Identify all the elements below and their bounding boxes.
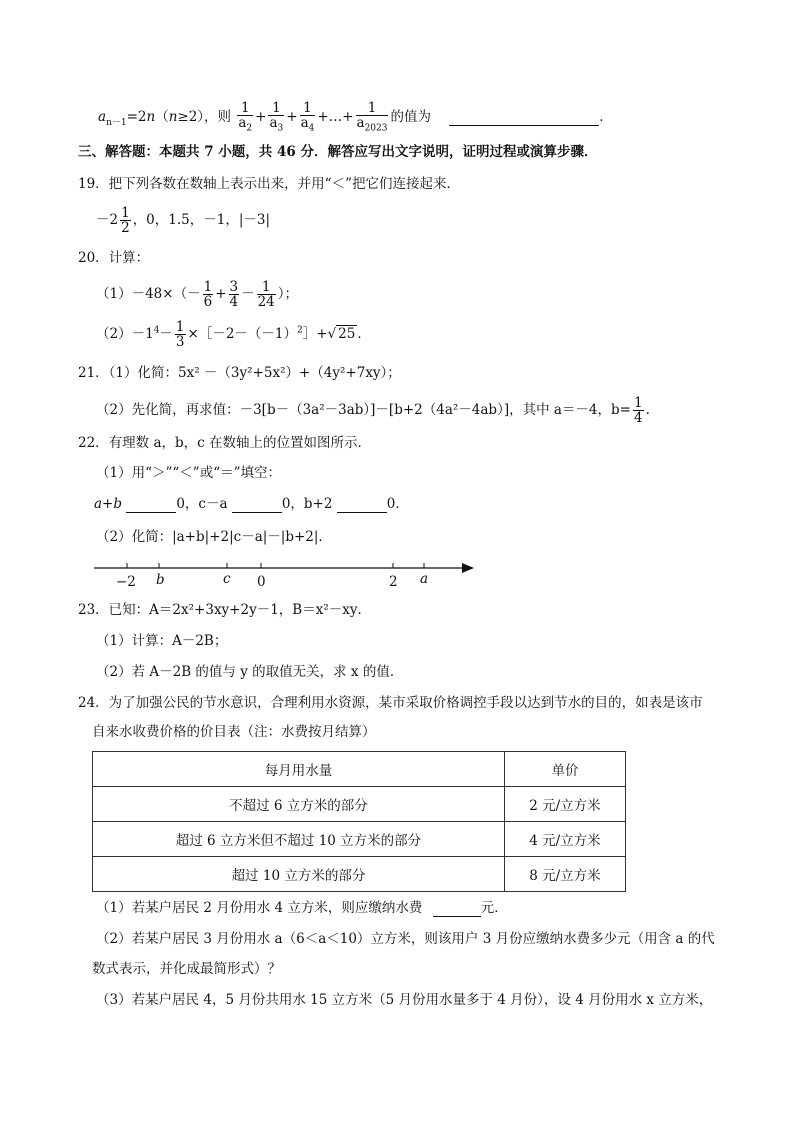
q20-title: 20．计算： <box>78 250 150 266</box>
q22-fill-line: a+b 0，c－a 0，b+2 0． <box>94 496 409 512</box>
answer-blank-18[interactable] <box>449 111 599 126</box>
q22-part1: （1）用“＞”“＜”或“＝”填空： <box>96 465 281 481</box>
seq-cond-open: （ <box>155 109 169 126</box>
q21-part1: 21．（1）化简：5x² －（3y²+5x²）+（4y²+7xy）； <box>78 365 401 381</box>
fraction-1-a2023: $\frac{1}{a_{2023}}$ <box>356 100 388 134</box>
q23-title: 23．已知：A＝2x²+3xy+2y－1，B＝x²－xy． <box>78 602 371 618</box>
q24-part3: （3）若某户居民 4，5 月份共用水 15 立方米（5 月份用水量多于 4 月份），设 4 月份用水 x 立方米， <box>96 992 713 1008</box>
seq-sub: n－1 <box>106 117 127 128</box>
section-3-heading: 三、解答题：本题共 7 小题，共 46 分．解答应写出文字说明，证明过程或演算步骤． <box>78 144 598 160</box>
table-header-usage: 每月用水量 <box>93 752 505 787</box>
axis-label-0: 0 <box>257 574 266 590</box>
top-formula-line: $a_{n-1}=2n(n\ge 2)$，则 $\frac{1}{a_2}$ + $\frac{1}{a_3}$ + $\frac{1}{a_4}$ +…+ $\frac{1}{a_{2023}}$ 的值为 ． <box>98 100 613 134</box>
arrow-right-icon <box>462 563 474 573</box>
fraction-1-a3: $\frac{1}{a_3}$ <box>269 100 284 134</box>
ellipsis: +…+ <box>317 109 354 126</box>
q23-part1: （1）计算：A－2B； <box>96 633 228 649</box>
q19-text: 19．把下列各数在数轴上表示出来，并用“＜”把它们连接起来． <box>78 176 460 192</box>
fraction-one-half: $\frac{1}{2}$ <box>121 205 130 237</box>
table-header-price: 单价 <box>504 752 625 787</box>
axis-label-b: b <box>156 572 165 588</box>
table-row: 超过 6 立方米但不超过 10 立方米的部分 4 元/立方米 <box>93 822 626 857</box>
fill-blank-1[interactable] <box>126 498 176 513</box>
price-table <box>92 751 626 892</box>
axis-label-neg2: −2 <box>116 574 136 590</box>
fraction-1-a2: $\frac{1}{a_2}$ <box>238 100 253 134</box>
fill-blank-3[interactable] <box>337 498 387 513</box>
seq-cond-rest: ≥2），则 <box>177 109 232 126</box>
table-header-row <box>93 752 626 787</box>
q24-line1: 24．为了加强公民的节水意识，合理利用水资源，某市采取价格调控手段以达到节水的目的，如表是该市 <box>78 695 703 711</box>
q20-part2: $(2)-1^4-$ $\frac{1}{3}$ $\times[-2-(-1)^2]+√$ 25 ． <box>96 319 371 351</box>
q21-part2: （2）先化简，再求值：－3[b－（3a²－3ab）]－[b+2（4a²－4ab）]，其中 a＝－4，b= $\frac{1}{4}$ . <box>96 395 650 427</box>
value-label: 的值为 <box>390 109 431 126</box>
fill-blank-2[interactable] <box>232 498 282 513</box>
table-row: 不超过 6 立方米的部分 2 元/立方米 <box>93 787 626 822</box>
axis-label-a: a <box>420 571 429 587</box>
q24-line2: 自来水收费价格的价目表（注：水费按月结算） <box>92 724 376 740</box>
q23-part2: （2）若 A－2B 的值与 y 的取值无关，求 x 的值． <box>96 664 404 680</box>
q24-part2-line1: （2）若某户居民 3 月份用水 a（6＜a＜10）立方米，则该用户 3 月份应缴纳水费多少元（用含 a 的代 <box>96 931 715 947</box>
q19-numbers: －2 $\frac{1}{2}$ ，0，1.5，－1，|－3| <box>96 205 271 237</box>
fraction-1-a4: $\frac{1}{a_4}$ <box>300 100 315 134</box>
q24-part2-line2: 数式表示，并化成最简形式）？ <box>92 961 281 977</box>
seq-n: n <box>146 109 156 126</box>
sqrt-25: √ 25 <box>327 326 356 343</box>
q22-title: 22．有理数 a，b，c 在数轴上的位置如图所示． <box>78 435 372 451</box>
q20-part1: （1）－48×（－ $\frac{1}{6}$ + $\frac{3}{4}$ － $\frac{1}{24}$ ）； <box>96 279 299 311</box>
seq-eq: =2 <box>126 109 147 126</box>
q24-part1: （1）若某户居民 2 月份用水 4 立方米，则应缴纳水费 元． <box>96 900 508 916</box>
seq-a: a <box>98 109 107 126</box>
seq-cond-n: n <box>168 109 178 126</box>
q22-part2: （2）化简：|a+b|+2|c－a|－|b+2|． <box>96 529 332 545</box>
table-row: 超过 10 立方米的部分 8 元/立方米 <box>93 857 626 892</box>
fee-blank[interactable] <box>433 902 481 917</box>
axis-label-c: c <box>223 571 231 587</box>
axis-label-2: 2 <box>389 574 398 590</box>
